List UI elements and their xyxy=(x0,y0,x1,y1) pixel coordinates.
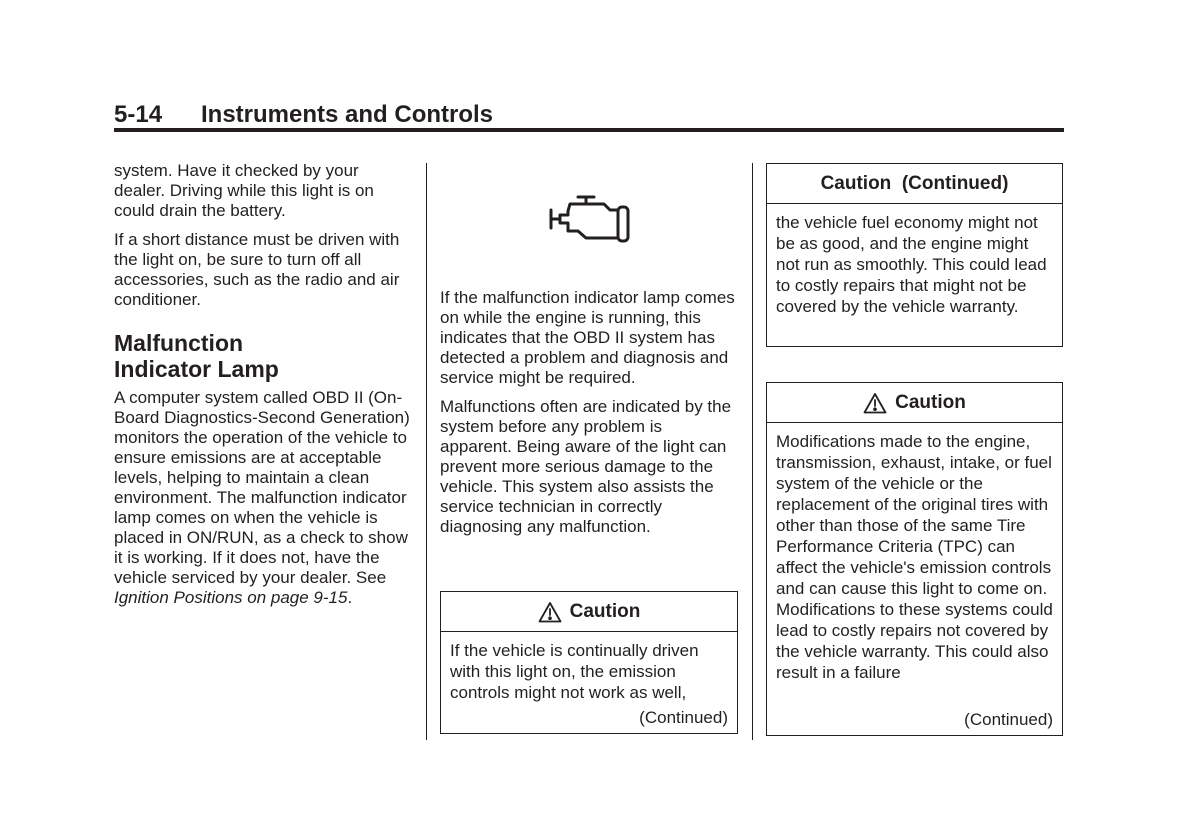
paragraph: system. Have it checked by your dealer. Driving while this light is on could drain the battery. xyxy=(114,161,374,220)
caution-body: If the vehicle is continually driven with this light on, the emission controls might not work as well, xyxy=(450,641,699,702)
warning-triangle-icon xyxy=(863,392,887,414)
page-number: 5-14 xyxy=(114,101,163,128)
heading-line: Indicator Lamp xyxy=(114,356,279,382)
paragraph: Malfunctions often are indicated by the system before any problem is apparent. Being aware of the light can prevent more serious damage to the vehicle. This system also assists the service technician in correctly diagnosing any malfunction. xyxy=(440,397,732,536)
column-2 xyxy=(440,288,738,546)
paragraph: If the malfunction indicator lamp comes on while the engine is running, this indicates that the OBD II system has detected a problem and diagnosis and service might be required. xyxy=(440,288,735,387)
section-heading xyxy=(114,330,414,382)
paragraph-text: A computer system called OBD II (On-Board Diagnostics-Second Generation) monitors the operation of the vehicle to ensure emissions are at acceptable levels, helping to maintain a clean environment. The malfunction indicator lamp comes on when the vehicle is placed in ON/RUN, as a check to show it is working. If it does not, have the vehicle serviced by your dealer. See xyxy=(114,388,410,587)
header-rule xyxy=(114,128,1064,132)
caution-box xyxy=(440,591,738,734)
paragraph xyxy=(114,388,414,608)
caution-title: Caution xyxy=(569,601,641,622)
caution-title: Caution xyxy=(895,392,966,413)
engine-icon xyxy=(548,193,632,247)
caution-body: Modifications made to the engine, transmission, exhaust, intake, or fuel system of the vehicle or the replacement of the original tires with other than those of the same Tire Performance Criteria (TPC) can affect the vehicle's emission controls and can cause this light to come on. Modifications to these systems could lead to costly repairs not covered by the vehicle warranty. This could also result in a failure xyxy=(776,432,1053,682)
column-divider-right xyxy=(752,163,753,740)
column-1 xyxy=(114,161,414,617)
section-title: Instruments and Controls xyxy=(201,101,494,128)
caution-body: the vehicle fuel economy might not be as good, and the engine might not run as smoothly. This could lead to costly repairs that might not be covered by the vehicle warranty. xyxy=(776,213,1047,316)
caution-title: Caution (Continued) xyxy=(820,173,1009,194)
paragraph: If a short distance must be driven with the light on, be sure to turn off all accessories, such as the radio and air conditioner. xyxy=(114,230,400,309)
caution-header xyxy=(767,383,1062,423)
caution-header xyxy=(767,164,1062,204)
continued-label: (Continued) xyxy=(964,710,1053,729)
cross-reference-link[interactable]: Ignition Positions on page 9-15 xyxy=(114,588,348,607)
paragraph-end: . xyxy=(347,588,353,607)
caution-continued-box xyxy=(766,163,1063,347)
caution-box xyxy=(766,382,1063,736)
caution-header xyxy=(441,592,737,632)
continued-label: (Continued) xyxy=(639,708,728,727)
column-divider-left xyxy=(426,163,427,740)
heading-line: Malfunction xyxy=(114,330,244,356)
warning-triangle-icon xyxy=(538,601,562,623)
